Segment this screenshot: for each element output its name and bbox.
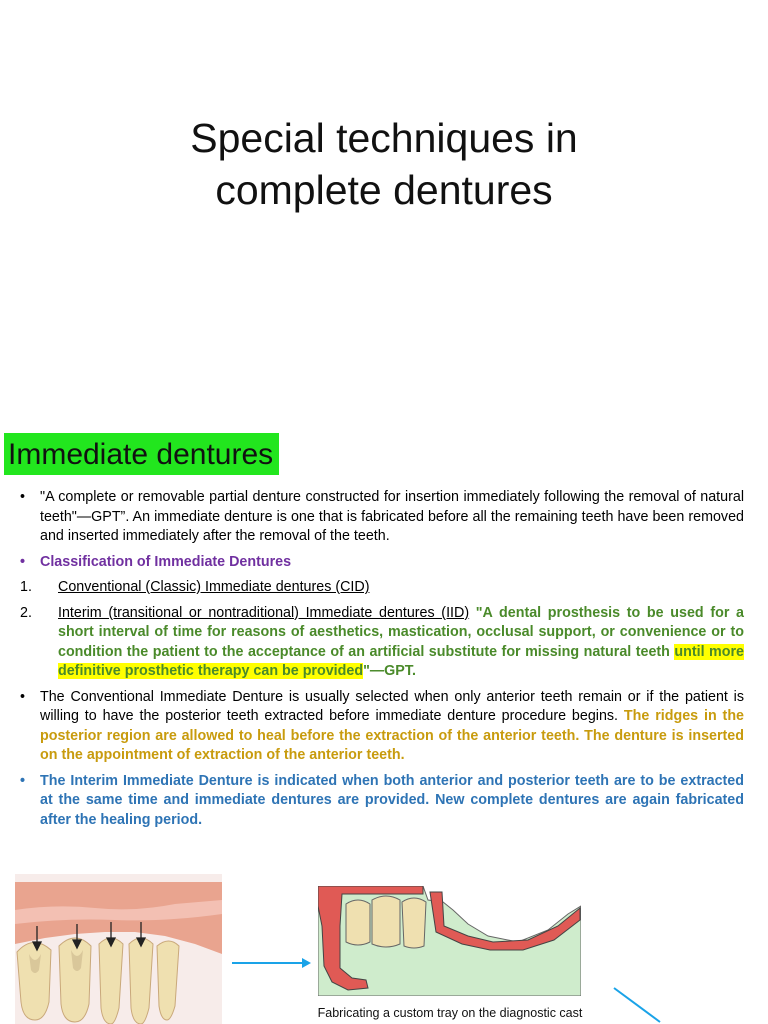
conventional-bullet [20, 688, 744, 766]
classification-bullet [20, 553, 744, 573]
definition-text: "A complete or removable partial denture constructed for insertion immediately following the removal of natural teeth"—GPT”. An immediate denture is one that is fabricated before all the remaining teeth have been removed and inserted immediately after the removal of the teeth. [40, 489, 744, 544]
diagonal-arrow-line [612, 986, 662, 1024]
bullet-marker: • [20, 553, 26, 570]
title-slide [0, 0, 768, 395]
figure-caption: Fabricating a custom tray on the diagnostic cast [317, 1006, 583, 1020]
conventional-emphasis: The ridges in the posterior region are allowed to heal before the extraction of the anterior teeth. The denture is inserted on the appointment of extraction of the anterior teeth. [40, 708, 744, 763]
bullet-marker: • [20, 772, 26, 789]
bullet-marker: • [20, 489, 26, 505]
extraction-teeth-illustration [15, 874, 222, 1024]
content-body [20, 488, 744, 836]
item-2-label: Interim (transitional or nontraditional) Immediate dentures (IID) [58, 604, 470, 621]
title-line-2: complete dentures [215, 167, 553, 213]
item-1-text: Conventional (Classic) Immediate dentures (CID) [58, 579, 370, 595]
classification-item-2 [20, 604, 744, 682]
item-2-highlight: until more definitive prosthetic therapy can be provided [58, 643, 744, 679]
definition-bullet [20, 488, 744, 547]
interim-text: The Interim Immediate Denture is indicated when both anterior and posterior teeth are to be extracted at the same time and immediate dentures are provided. New complete dentures are again fabricated after the healing period. [40, 772, 744, 828]
custom-tray-illustration [318, 886, 581, 996]
right-arrow-icon [232, 956, 312, 970]
classification-item-1 [20, 578, 744, 598]
slide-title [0, 112, 768, 216]
item-2-quote: "A dental prosthesis to be used for a short interval of time for reasons of aesthetics, mastication, occlusal support, or convenience or to condition the patient to the acceptance of an artificial substitute for missing natural teeth [58, 604, 744, 660]
conventional-text: The Conventional Immediate Denture is usually selected when only anterior teeth remain or if the patient is willing to have the posterior teeth extracted before immediate denture procedure begins. [40, 688, 744, 724]
section-heading: Immediate dentures [4, 433, 279, 475]
item-2-quote-end: "—GPT. [363, 663, 416, 679]
classification-heading: Classification of Immediate Dentures [40, 553, 292, 570]
item-number: 1. [20, 579, 32, 595]
title-line-1: Special techniques in [190, 115, 578, 161]
interim-bullet [20, 772, 744, 831]
bullet-marker: • [20, 688, 26, 705]
item-number: 2. [20, 604, 32, 621]
